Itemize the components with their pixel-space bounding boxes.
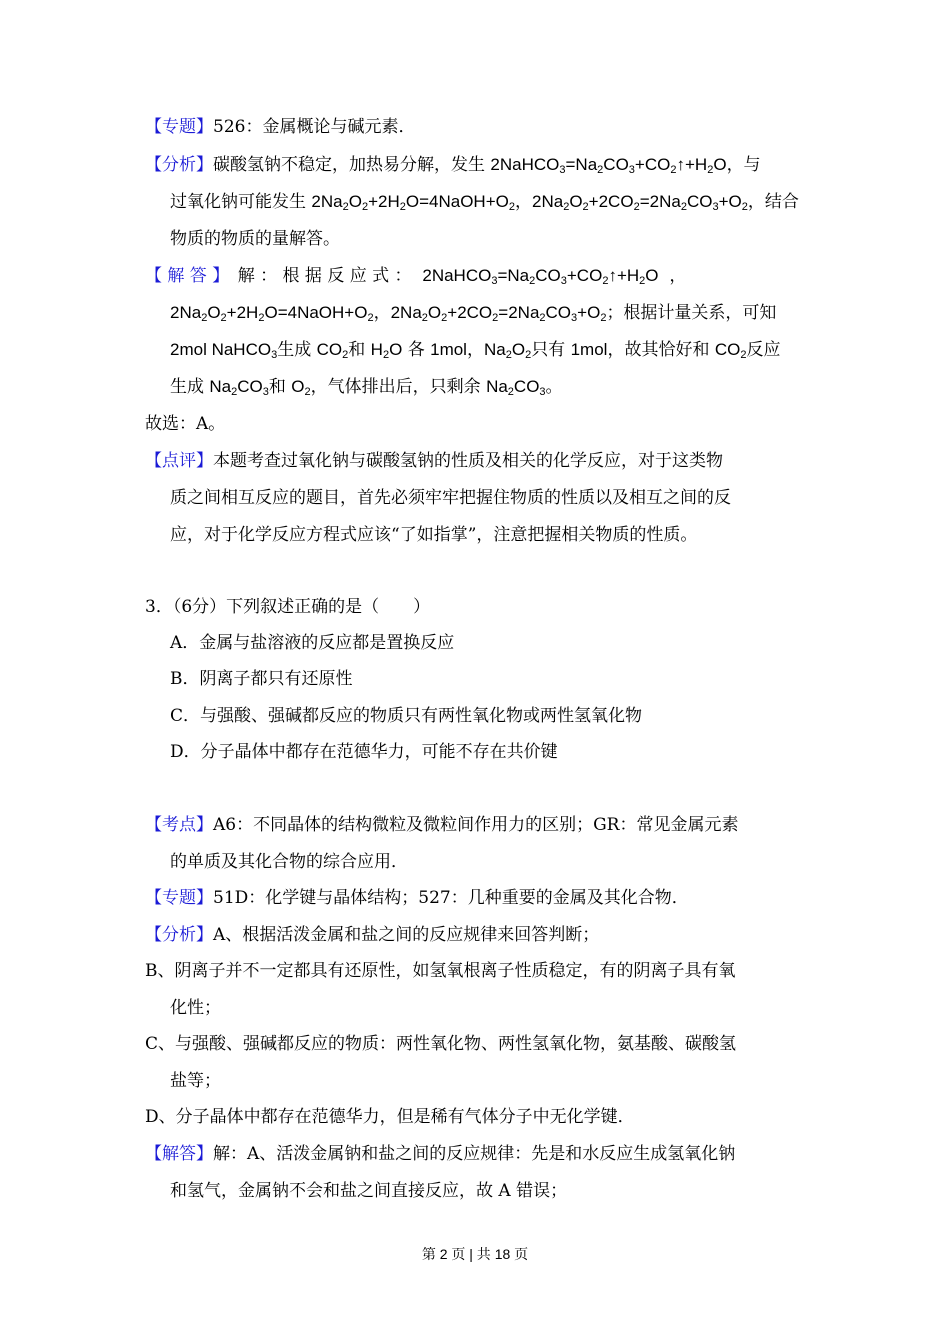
question-3-option-a: A．金属与盐溶液的反应都是置换反应 — [170, 633, 455, 653]
analysis-q3-line-b1: B、阴离子并不一定都具有还原性，如氢氧根离子性质稳定，有的阴离子具有氧 — [145, 961, 736, 981]
analysis-q3-line-a: A、根据活泼金属和盐之间的反应规律来回答判断； — [213, 925, 600, 945]
analysis-section — [145, 154, 761, 176]
page-footer: 第 2 页 | 共 18 页 — [421, 1246, 529, 1262]
knowledge-point-label: 【考点】 — [145, 815, 213, 835]
question-3-option-b: B．阴离子都只有还原性 — [170, 669, 353, 689]
solution-section: 【 解 答 】 解 ： 根 据 反 应 式 ： $2NaHCO_3=Na_2CO_3+CO_2↑+H_2O$ ， — [145, 266, 687, 287]
question-3-option-c: C．与强酸、强碱都反应的物质只有两性氧化物或两性氢氧化物 — [170, 706, 643, 726]
analysis-q3-line-d1: D、分子晶体中都存在范德华力，但是稀有气体分子中无化学键． — [145, 1107, 635, 1127]
knowledge-point-section — [145, 814, 738, 836]
knowledge-point-line-2: 的单质及其化合物的综合应用． — [170, 852, 408, 872]
topic-section — [145, 116, 415, 138]
solution-line-4: 生成 $Na_2CO_3$和 $O_2$，气体排出后，只剩余 $Na_2CO_3$。 — [170, 377, 563, 398]
analysis-label-q3: 【分析】 — [145, 925, 213, 945]
topic-label: 【专题】 — [145, 117, 213, 137]
knowledge-point-line-1: A6：不同晶体的结构微粒及微粒间作用力的区别；GR：常见金属元素 — [213, 815, 739, 835]
analysis-line-1: 碳酸氢钠不稳定，加热易分解，发生 $2NaHCO_3=Na_2CO_3+CO_2↑+H_2O$，与 — [213, 155, 761, 176]
solution-label-q3: 【解答】 — [145, 1144, 213, 1164]
analysis-line-3: 物质的物质的量解答。 — [170, 229, 340, 249]
analysis-q3-line-c2: 盐等； — [170, 1071, 221, 1091]
solution-q3-line-2: 和氢气，金属钠不会和盐之间直接反应，故 A 错误； — [170, 1181, 568, 1201]
topic-text: 526：金属概论与碱元素． — [213, 117, 416, 137]
comment-section — [145, 450, 723, 472]
comment-line-3: 应，对于化学反应方程式应该“了如指掌”，注意把握相关物质的性质。 — [170, 525, 698, 545]
solution-line-3: 2mol NaHCO$_3$生成 $CO_2$和 $H_2O$ 各 1mol，$Na_2O_2$只有 1mol，故其恰好和 $CO_2$反应 — [170, 340, 781, 361]
comment-line-2: 质之间相互反应的题目，首先必须牢牢把握住物质的性质以及相互之间的反 — [170, 488, 731, 508]
question-3-stem: 3．（6分）下列叙述正确的是（ ） — [145, 597, 431, 617]
analysis-q3-line-c1: C、与强酸、强碱都反应的物质：两性氧化物、两性氢氧化物，氨基酸、碳酸氢 — [145, 1034, 737, 1054]
analysis-q3-line-b2: 化性； — [170, 998, 221, 1018]
analysis-line-2: 过氧化钠可能发生 $2Na_2O_2+2H_2O=4NaOH+O_2$，$2Na_2O_2+2CO_2=2Na_2CO_3+O_2$，结合 — [170, 192, 799, 213]
question-3-option-d: D．分子晶体中都存在范德华力，可能不存在共价键 — [170, 742, 558, 762]
solution-q3-line-1: 解：A、活泼金属钠和盐之间的反应规律：先是和水反应生成氢氧化钠 — [213, 1144, 736, 1164]
topic-label-q3: 【专题】 — [145, 888, 213, 908]
comment-line-1: 本题考查过氧化钠与碳酸氢钠的性质及相关的化学反应，对于这类物 — [213, 451, 723, 471]
analysis-section-q3 — [145, 924, 599, 946]
solution-label: 【 解 答 】 — [145, 266, 221, 286]
topic-text-q3: 51D：化学键与晶体结构；527：几种重要的金属及其化合物． — [213, 888, 689, 908]
solution-section-q3 — [145, 1143, 735, 1165]
comment-label: 【点评】 — [145, 451, 213, 471]
topic-section-q3 — [145, 887, 689, 909]
solution-line-2: $2Na_2O_2+2H_2O=4NaOH+O_2$，$2Na_2O_2+2CO_2=2Na_2CO_3+O_2$；根据计量关系，可知 — [170, 303, 777, 324]
analysis-label: 【分析】 — [145, 155, 213, 175]
answer-choice: 故选：A。 — [145, 414, 226, 434]
